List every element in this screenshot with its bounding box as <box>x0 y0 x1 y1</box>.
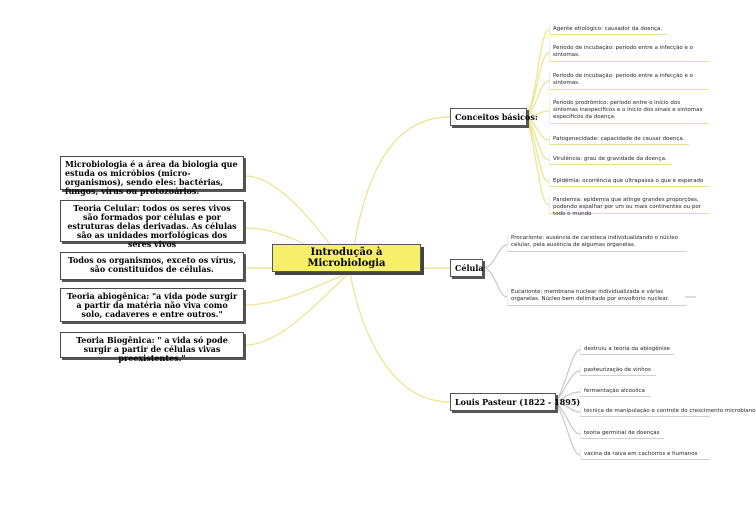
concept-item[interactable]: Epidêmia: ocorrência que ultrapassa o que é esperado <box>549 177 709 187</box>
branch-louis-pasteur[interactable]: Louis Pasteur (1822 - 1895) <box>450 393 556 411</box>
topic-organismos[interactable]: Todos os organismos, exceto os vírus, são constituídos de células. <box>60 252 244 280</box>
topic-microbiologia[interactable]: Microbiologia é a área da biologia que estuda os micróbios (micro-organismos), sendo eles: bactérias, fungos, vírus ou protozoários. <box>60 156 244 190</box>
pasteur-item[interactable]: destruiu a teoria da abiogênise <box>580 345 674 355</box>
pasteur-item[interactable]: fermentação alcoolica <box>580 387 650 397</box>
link-pasteur <box>350 272 450 402</box>
concept-item[interactable]: Patogenecidade: capacidade de causar doença. <box>549 135 689 145</box>
topic-teoria-biogenica[interactable]: Teoria Biogênica: " a vida só pode surgir a partir de células vivas preexistentes." <box>60 332 244 358</box>
concept-item[interactable]: Pandemia: epidemia que atinge grandes proporções, podendo espalhar por um ou mais continentes ou por todo o mundo <box>549 196 709 214</box>
concept-item[interactable]: Período de incubação: período entre a infecção e o sintomas. <box>549 72 709 90</box>
link-abiogenica <box>246 272 350 305</box>
topic-teoria-celular[interactable]: Teoria Celular: todos os seres vivos são formados por células e por estruturas delas derivadas. As células são as unidades morfológicas dos seres vivos <box>60 200 244 242</box>
pasteur-item[interactable]: vacina da raiva em cachorros e humanos <box>580 450 710 460</box>
cell-item[interactable]: Eucarionte: membrana nuclear individualizada e várias organelas. Núcleo bem delimitado por envoltório nuclear. <box>507 288 687 306</box>
concept-item[interactable]: Período prodrômico: período entre o início dos sintomas inespecíficos e o início dos sinais e sintomas específicos da doença. <box>549 99 709 124</box>
branch-conceitos-basicos[interactable]: Conceitos básicos: <box>450 108 527 126</box>
cell-item[interactable]: Procarionte: ausência de carioteca individualizando o núcleo celular, pela ausência de algumas organelas. <box>507 234 687 252</box>
pasteur-item[interactable]: pasteurização de vinhos <box>580 366 656 376</box>
concept-item[interactable]: Período de incubação: período entre a infecção e o sintomas. <box>549 44 709 62</box>
central-topic[interactable]: Introdução à Microbiologia <box>272 244 421 272</box>
concept-item[interactable]: Virulência: grau de gravidade da doença. <box>549 155 671 165</box>
pasteur-item[interactable]: teoria germinal de doenças <box>580 429 664 439</box>
topic-teoria-abiogenica[interactable]: Teoria abiogênica: "a vida pode surgir a partir da matéria não viva como solo, cadaveres e entre outros." <box>60 288 244 322</box>
pasteur-item[interactable]: técnica de manipulação e controle do crescimento microbiano <box>580 407 710 417</box>
branch-celula[interactable]: Célula <box>450 259 483 277</box>
link-biogenica <box>246 272 350 345</box>
concept-item[interactable]: Agente etiológico: causador da doença. <box>549 25 667 35</box>
